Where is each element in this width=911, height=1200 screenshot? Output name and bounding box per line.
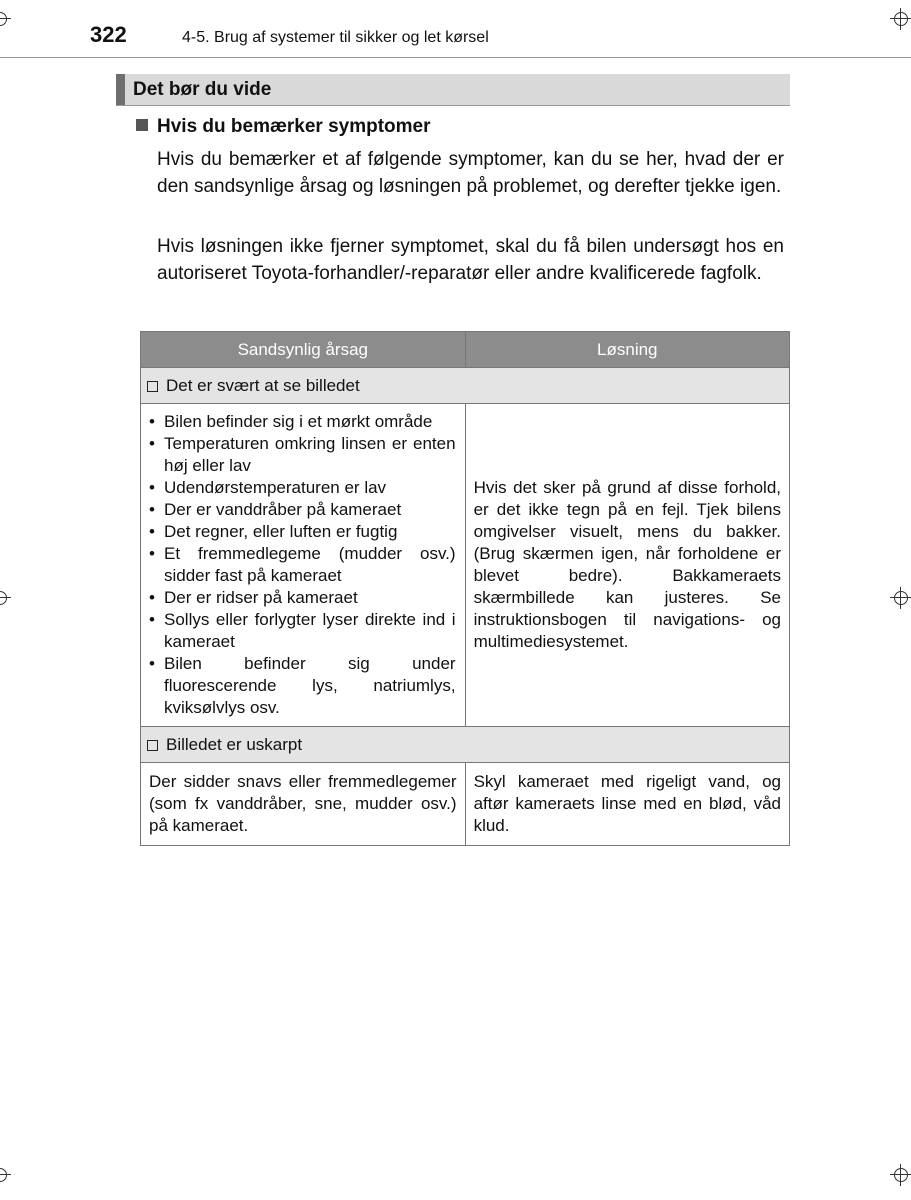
group-title-cell — [141, 368, 790, 404]
list-item: • Et fremmedlegeme (mudder osv.) sidder fast på kameraet — [147, 543, 456, 587]
table-row — [141, 763, 790, 846]
group-title: Billedet er uskarpt — [166, 734, 303, 754]
group-title-cell — [141, 727, 790, 763]
page-number: 322 — [90, 22, 127, 47]
list-item: • Der er vanddråber på kameraet — [147, 499, 456, 521]
list-item: • Bilen befinder sig i et mørkt område — [147, 411, 456, 433]
list-item: • Temperaturen omkring linsen er enten høj eller lav — [147, 433, 456, 477]
square-bullet-icon — [136, 119, 148, 131]
running-header: 4-5. Brug af systemer til sikker og let kørsel — [182, 29, 489, 46]
section-heading-bar — [116, 74, 790, 106]
checkbox-icon — [147, 740, 158, 751]
intro-paragraph: Hvis du bemærker et af følgende symptomer, kan du se her, hvad der er den sandsynlige årsag og løsningen på problemet, og derefter tjekke igen. — [157, 149, 784, 197]
column-header-cause: Sandsynlig årsag — [141, 332, 466, 368]
group-title: Det er svært at se billedet — [166, 375, 360, 395]
column-header-solution: Løsning — [465, 332, 789, 368]
cause-cell: Der sidder snavs eller fremmedlegemer (som fx vanddråber, sne, mudder osv.) på kameraet. — [141, 763, 466, 846]
section-title: Det bør du vide — [133, 79, 272, 100]
registration-mark-bottom-right — [890, 1164, 911, 1186]
group-row — [141, 727, 790, 763]
list-item: • Der er ridser på kameraet — [147, 587, 456, 609]
list-item: • Udendørstemperaturen er lav — [147, 477, 456, 499]
registration-mark-mid-right — [890, 587, 911, 609]
table-row — [141, 404, 790, 727]
group-row — [141, 368, 790, 404]
solution-cell: Hvis det sker på grund af disse forhold, er det ikke tegn på en fejl. Tjek bilens omgivelser visuelt, mens du bakker. (Brug skærmen igen, når forholdene er blevet bedre). Bakkameraets skærmbillede kan justeres. Se instruktionsbogen til navigations- og multimediesystemet. — [465, 404, 789, 727]
cause-cell — [141, 404, 466, 727]
troubleshooting-table — [140, 331, 790, 846]
list-item: • Det regner, eller luften er fugtig — [147, 521, 456, 543]
list-item: • Sollys eller forlygter lyser direkte ind i kameraet — [147, 609, 456, 653]
subsection-title: Hvis du bemærker symptomer — [157, 116, 431, 137]
registration-mark-bottom-left — [0, 1164, 11, 1186]
section-accent — [116, 74, 125, 105]
checkbox-icon — [147, 381, 158, 392]
registration-mark-top-left — [0, 8, 11, 30]
subsection-heading — [136, 116, 431, 138]
advice-paragraph: Hvis løsningen ikke fjerner symptomet, skal du få bilen undersøgt hos en autoriseret Toyota-forhandler/-reparatør eller andre kvalificerede fagfolk. — [157, 236, 784, 284]
registration-mark-mid-left — [0, 587, 11, 609]
solution-cell: Skyl kameraet med rigeligt vand, og aftør kameraets linse med en blød, våd klud. — [465, 763, 789, 846]
header-rule — [0, 57, 911, 58]
registration-mark-top-right — [890, 8, 911, 30]
table-header-row — [141, 332, 790, 368]
cause-list — [142, 405, 464, 725]
list-item: • Bilen befinder sig under fluorescerende lys, natriumlys, kviksølvlys osv. — [147, 653, 456, 719]
